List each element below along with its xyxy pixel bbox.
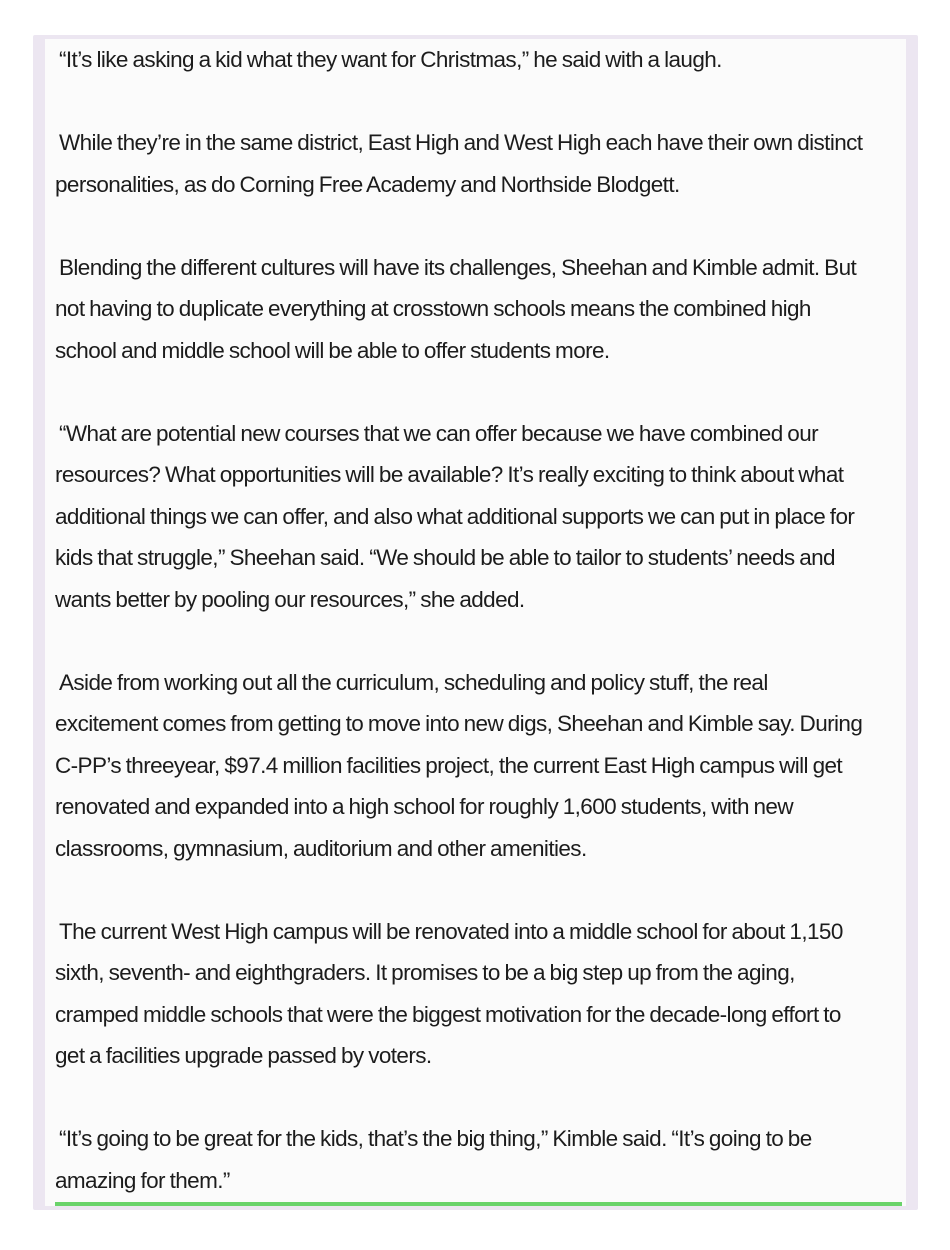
text-line: get a facilities upgrade passed by voters.	[55, 1043, 432, 1068]
text-line: additional things we can offer, and also what additional supports we can put in place for	[55, 503, 855, 529]
text-line: wants better by pooling our resources,” she added.	[55, 586, 525, 612]
article-body	[55, 39, 895, 1243]
text-line: amazing for them.”	[55, 1167, 230, 1193]
text-line: The current West High campus will be renovated into a middle school for about 1,150	[59, 918, 843, 944]
paragraph-blending-cultures	[55, 247, 895, 372]
page-sheet	[45, 39, 906, 1206]
text-line: C-PP’s threeyear, $97.4 million facilities project, the current East High campus will get	[55, 752, 843, 778]
text-line: “What are potential new courses that we can offer because we have combined our	[59, 420, 819, 446]
text-line: school and middle school will be able to offer students more.	[55, 337, 610, 363]
text-line: resources? What opportunities will be available? It’s really exciting to think about what	[55, 462, 844, 487]
text-line: sixth, seventh- and eighthgraders. It promises to be a big step up from the aging,	[55, 960, 795, 985]
text-line: kids that struggle,” Sheehan said. “We should be able to tailor to students’ needs and	[55, 545, 835, 570]
text-line: classrooms, gymnasium, auditorium and other amenities.	[55, 835, 587, 861]
paragraph-kimble-quote	[55, 1118, 895, 1201]
text-line: Blending the different cultures will have its challenges, Sheehan and Kimble admit. But	[59, 254, 857, 280]
paragraph-district-personalities	[55, 122, 895, 205]
text-line: “It’s like asking a kid what they want for Christmas,” he said with a laugh.	[59, 47, 722, 72]
text-line: “It’s going to be great for the kids, that’s the big thing,” Kimble said. “It’s going to be	[59, 1126, 812, 1151]
text-line: excitement comes from getting to move into new digs, Sheehan and Kimble say. During	[55, 711, 863, 736]
page-frame	[33, 35, 918, 1210]
text-line: renovated and expanded into a high school for roughly 1,600 students, with new	[55, 794, 793, 819]
text-line: Aside from working out all the curriculum, scheduling and policy stuff, the real	[59, 669, 768, 695]
paragraph-christmas-quote	[55, 39, 895, 81]
bottom-divider	[55, 1202, 902, 1206]
paragraph-facilities-project	[55, 662, 895, 870]
text-line: personalities, as do Corning Free Academy and Northside Blodgett.	[55, 171, 680, 197]
paragraph-west-high-middle-school	[55, 911, 895, 1077]
text-line: cramped middle schools that were the biggest motivation for the decade-long effort to	[55, 1001, 841, 1027]
text-line: While they’re in the same district, East High and West High each have their own distinct	[59, 130, 863, 155]
paragraph-new-courses-quote	[55, 413, 895, 621]
text-line: not having to duplicate everything at crosstown schools means the combined high	[55, 296, 811, 321]
